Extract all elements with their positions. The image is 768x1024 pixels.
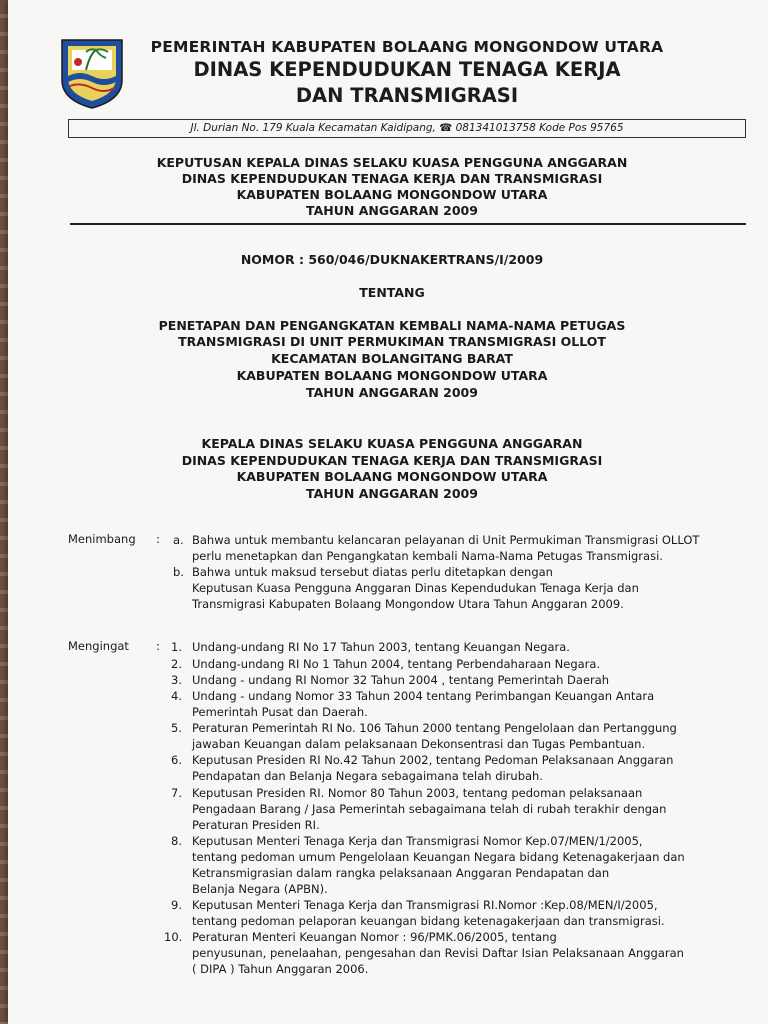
mengingat-marker: 10. — [164, 930, 183, 944]
document-page — [8, 0, 768, 1024]
agency-name-line1: DINAS KEPENDUDUKAN TENAGA KERJA — [193, 58, 621, 81]
mengingat-text: Pemerintah Pusat dan Daerah. — [192, 705, 368, 719]
mengingat-marker: 3. — [171, 673, 182, 687]
decree-title-line: TAHUN ANGGARAN 2009 — [306, 203, 478, 218]
authority-line: DINAS KEPENDUDUKAN TENAGA KERJA DAN TRANSMIGRASI — [181, 453, 603, 468]
agency-name-line2: DAN TRANSMIGRASI — [295, 84, 519, 107]
mengingat-marker: 8. — [171, 834, 182, 848]
mengingat-marker: 6. — [171, 753, 182, 767]
mengingat-marker: 7. — [171, 786, 182, 800]
address-box: Jl. Durian No. 179 Kuala Kecamatan Kaidipang, ☎ 081341013758 Kode Pos 95765 — [68, 119, 746, 138]
decree-title-line: KABUPATEN BOLAANG MONGONDOW UTARA — [236, 187, 548, 202]
mengingat-text: Pengadaan Barang / Jasa Pemerintah sebagaimana telah di rubah terakhir dengan — [192, 802, 667, 816]
authority-line: TAHUN ANGGARAN 2009 — [306, 486, 478, 501]
mengingat-marker: 9. — [171, 898, 182, 912]
title-divider — [70, 223, 746, 225]
authority-line: KABUPATEN BOLAANG MONGONDOW UTARA — [236, 469, 548, 484]
subject-line: TAHUN ANGGARAN 2009 — [306, 385, 478, 400]
tentang-heading: TENTANG — [359, 285, 425, 300]
decree-number: NOMOR : 560/046/DUKNAKERTRANS/I/2009 — [240, 252, 544, 267]
mengingat-text: Peraturan Pemerintah RI No. 106 Tahun 2000 tentang Pengelolaan dan Pertanggung — [192, 721, 677, 735]
mengingat-text: Keputusan Menteri Tenaga Kerja dan Transmigrasi RI.Nomor :Kep.08/MEN/I/2005, — [192, 898, 658, 912]
menimbang-label: Menimbang — [68, 532, 136, 546]
mengingat-text: Undang-undang RI No 1 Tahun 2004, tentang Perbendaharaan Negara. — [192, 657, 601, 671]
menimbang-marker: b. — [173, 565, 184, 579]
mengingat-text: Keputusan Menteri Tenaga Kerja dan Transmigrasi Nomor Kep.07/MEN/1/2005, — [192, 834, 643, 848]
mengingat-text: tentang pedoman pelaporan keuangan bidang ketenagakerjaan dan transmigrasi. — [192, 914, 665, 928]
mengingat-text: jawaban Keuangan dalam pelaksanaan Dekonsentrasi dan Tugas Pembantuan. — [192, 737, 646, 751]
mengingat-text: tentang pedoman umum Pengelolaan Keuangan Negara bidang Ketenagakerjaan dan — [192, 850, 685, 864]
menimbang-text: Bahwa untuk membantu kelancaran pelayanan di Unit Permukiman Transmigrasi OLLOT — [192, 533, 700, 547]
subject-line: KABUPATEN BOLAANG MONGONDOW UTARA — [236, 368, 548, 383]
mengingat-text: Undang - undang RI Nomor 32 Tahun 2004 , tentang Pemerintah Daerah — [192, 673, 610, 687]
mengingat-text: Peraturan Presiden RI. — [192, 818, 320, 832]
mengingat-text: Undang - undang Nomor 33 Tahun 2004 tentang Perimbangan Keuangan Antara — [192, 689, 655, 703]
menimbang-marker: a. — [173, 533, 184, 547]
subject-line: PENETAPAN DAN PENGANGKATAN KEMBALI NAMA-NAMA PETUGAS — [158, 318, 626, 333]
mengingat-marker: 5. — [171, 721, 182, 735]
menimbang-colon: : — [156, 532, 160, 546]
mengingat-colon: : — [156, 639, 160, 653]
menimbang-text: Bahwa untuk maksud tersebut diatas perlu ditetapkan dengan — [192, 565, 553, 579]
mengingat-text: Pendapatan dan Belanja Negara sebagaimana telah dirubah. — [192, 769, 543, 783]
authority-line: KEPALA DINAS SELAKU KUASA PENGGUNA ANGGARAN — [201, 436, 583, 451]
mengingat-text: Ketransmigrasian dalam rangka pelaksanaan Anggaran Pendapatan dan — [192, 866, 610, 880]
mengingat-text: Keputusan Presiden RI No.42 Tahun 2002, tentang Pedoman Pelaksanaan Anggaran — [192, 753, 674, 767]
subject-line: TRANSMIGRASI DI UNIT PERMUKIMAN TRANSMIGRASI OLLOT — [178, 334, 606, 349]
government-name: PEMERINTAH KABUPATEN BOLAANG MONGONDOW UTARA — [150, 38, 664, 56]
mengingat-text: Peraturan Menteri Keuangan Nomor : 96/PMK.06/2005, tentang — [192, 930, 557, 944]
mengingat-text: penyusunan, penelaahan, pengesahan dan Revisi Daftar Isian Pelaksanaan Anggaran — [192, 946, 684, 960]
mengingat-text: Belanja Negara (APBN). — [192, 882, 328, 896]
subject-line: KECAMATAN BOLANGITANG BARAT — [271, 351, 513, 366]
mengingat-label: Mengingat — [68, 639, 129, 653]
mengingat-marker: 4. — [171, 689, 182, 703]
menimbang-text: perlu menetapkan dan Pengangkatan kembali Nama-Nama Petugas Transmigrasi. — [192, 549, 663, 563]
decree-title-line: KEPUTUSAN KEPALA DINAS SELAKU KUASA PENGGUNA ANGGARAN — [156, 155, 628, 170]
binder-edge — [0, 0, 8, 1024]
mengingat-text: Undang-undang RI No 17 Tahun 2003, tentang Keuangan Negara. — [192, 640, 570, 654]
mengingat-text: ( DIPA ) Tahun Anggaran 2006. — [192, 962, 369, 976]
menimbang-text: Transmigrasi Kabupaten Bolaang Mongondow Utara Tahun Anggaran 2009. — [192, 597, 624, 611]
mengingat-marker: 2. — [171, 657, 182, 671]
mengingat-text: Keputusan Presiden RI. Nomor 80 Tahun 2003, tentang pedoman pelaksanaan — [192, 786, 643, 800]
menimbang-text: Keputusan Kuasa Pengguna Anggaran Dinas Kependudukan Tenaga Kerja dan — [192, 581, 639, 595]
mengingat-marker: 1. — [171, 640, 182, 654]
decree-title-line: DINAS KEPENDUDUKAN TENAGA KERJA DAN TRANSMIGRASI — [181, 171, 603, 186]
